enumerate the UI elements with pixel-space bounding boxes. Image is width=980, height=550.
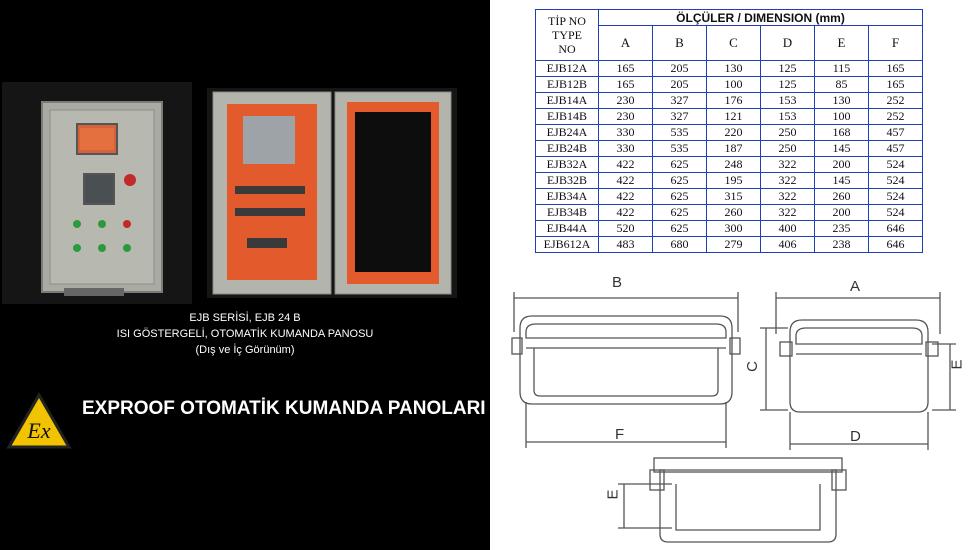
dimension-cell: 457 xyxy=(869,125,923,141)
type-cell: EJB14B xyxy=(536,109,599,125)
dimension-cell: 322 xyxy=(761,157,815,173)
dimension-cell: 315 xyxy=(707,189,761,205)
dimension-cell: 230 xyxy=(599,109,653,125)
dimension-cell: 260 xyxy=(707,205,761,221)
dimension-cell: 330 xyxy=(599,125,653,141)
dimension-cell: 322 xyxy=(761,205,815,221)
dimension-header: ÖLÇÜLER / DIMENSION (mm) xyxy=(599,10,923,26)
dimension-cell: 220 xyxy=(707,125,761,141)
column-header-a: A xyxy=(599,26,653,61)
dimension-cell: 535 xyxy=(653,141,707,157)
dimension-cell: 125 xyxy=(761,77,815,93)
dim-label-d: D xyxy=(850,428,861,445)
dimension-cell: 646 xyxy=(869,221,923,237)
table-row xyxy=(536,189,923,205)
dimension-cell: 145 xyxy=(815,141,869,157)
dimension-cell: 260 xyxy=(815,189,869,205)
dimension-cell: 130 xyxy=(707,61,761,77)
dim-label-c: C xyxy=(743,361,761,372)
table-row xyxy=(536,173,923,189)
dimension-cell: 330 xyxy=(599,141,653,157)
dimension-cell: 327 xyxy=(653,109,707,125)
table-row xyxy=(536,77,923,93)
dimension-cell: 300 xyxy=(707,221,761,237)
dimension-cell: 195 xyxy=(707,173,761,189)
dimension-cell: 250 xyxy=(761,141,815,157)
dimension-cell: 400 xyxy=(761,221,815,237)
type-cell: EJB32B xyxy=(536,173,599,189)
photo-caption-line3: (Dış ve İç Görünüm) xyxy=(195,344,295,356)
type-cell: EJB14A xyxy=(536,93,599,109)
dimension-cell: 121 xyxy=(707,109,761,125)
dimension-cell: 200 xyxy=(815,157,869,173)
dimension-cell: 165 xyxy=(599,77,653,93)
dimension-cell: 100 xyxy=(707,77,761,93)
dim-label-e-bottom: E xyxy=(604,489,622,500)
table-row xyxy=(536,93,923,109)
type-cell: EJB24B xyxy=(536,141,599,157)
dimension-cell: 250 xyxy=(761,125,815,141)
dimension-cell: 115 xyxy=(815,61,869,77)
dimension-cell: 85 xyxy=(815,77,869,93)
table-row xyxy=(536,109,923,125)
dim-label-f: F xyxy=(615,426,625,443)
column-header-f: F xyxy=(869,26,923,61)
dimension-cell: 252 xyxy=(869,93,923,109)
table-row xyxy=(536,237,923,253)
type-cell: EJB44A xyxy=(536,221,599,237)
dimension-cell: 125 xyxy=(761,61,815,77)
dim-label-a: A xyxy=(850,278,861,295)
type-cell: EJB612A xyxy=(536,237,599,253)
dimension-table xyxy=(535,9,923,253)
dimension-cell: 248 xyxy=(707,157,761,173)
dimension-cell: 205 xyxy=(653,77,707,93)
dimension-cell: 252 xyxy=(869,109,923,125)
table-row xyxy=(536,125,923,141)
dimension-cell: 625 xyxy=(653,157,707,173)
dimension-cell: 327 xyxy=(653,93,707,109)
dimension-cell: 235 xyxy=(815,221,869,237)
table-body xyxy=(536,61,923,253)
dimension-cell: 153 xyxy=(761,109,815,125)
photo-caption-line2: ISI GÖSTERGELİ, OTOMATİK KUMANDA PANOSU xyxy=(116,328,374,340)
dimension-cell: 625 xyxy=(653,189,707,205)
ex-logo-text: Ex xyxy=(27,418,51,443)
dimension-cell: 422 xyxy=(599,157,653,173)
exterior-photo xyxy=(2,82,192,304)
dimension-cell: 165 xyxy=(869,77,923,93)
dimension-cell: 422 xyxy=(599,189,653,205)
column-header-e: E xyxy=(815,26,869,61)
dimension-cell: 625 xyxy=(653,173,707,189)
dimension-cell: 524 xyxy=(869,173,923,189)
dimension-cell: 230 xyxy=(599,93,653,109)
technical-drawings xyxy=(500,272,970,550)
dim-label-e-side: E xyxy=(948,359,966,370)
dimension-cell: 457 xyxy=(869,141,923,157)
dimension-cell: 187 xyxy=(707,141,761,157)
dimension-cell: 279 xyxy=(707,237,761,253)
dimension-cell: 153 xyxy=(761,93,815,109)
column-header-c: C xyxy=(707,26,761,61)
dimension-cell: 524 xyxy=(869,189,923,205)
dimension-cell: 238 xyxy=(815,237,869,253)
dimension-cell: 130 xyxy=(815,93,869,109)
dimension-cell: 145 xyxy=(815,173,869,189)
table-row xyxy=(536,157,923,173)
dimension-cell: 322 xyxy=(761,189,815,205)
type-cell: EJB34B xyxy=(536,205,599,221)
dimension-cell: 422 xyxy=(599,205,653,221)
dimension-cell: 168 xyxy=(815,125,869,141)
type-cell: EJB34A xyxy=(536,189,599,205)
dimension-cell: 524 xyxy=(869,157,923,173)
interior-photo xyxy=(207,88,457,298)
dimension-cell: 646 xyxy=(869,237,923,253)
type-cell: EJB12A xyxy=(536,61,599,77)
dimension-cell: 680 xyxy=(653,237,707,253)
dimension-cell: 483 xyxy=(599,237,653,253)
dimension-cell: 625 xyxy=(653,205,707,221)
dimension-cell: 625 xyxy=(653,221,707,237)
table-row xyxy=(536,205,923,221)
table-row xyxy=(536,221,923,237)
type-cell: EJB12B xyxy=(536,77,599,93)
dimension-cell: 165 xyxy=(599,61,653,77)
dimension-cell: 200 xyxy=(815,205,869,221)
ex-logo-icon xyxy=(6,392,72,450)
dimension-cell: 422 xyxy=(599,173,653,189)
column-header-b: B xyxy=(653,26,707,61)
dim-label-b: B xyxy=(612,274,623,291)
dimension-cell: 322 xyxy=(761,173,815,189)
photo-caption-line1: EJB SERİSİ, EJB 24 B xyxy=(189,312,301,324)
type-cell: EJB24A xyxy=(536,125,599,141)
dimension-cell: 165 xyxy=(869,61,923,77)
dimension-cell: 524 xyxy=(869,205,923,221)
dimension-cell: 176 xyxy=(707,93,761,109)
type-cell: EJB32A xyxy=(536,157,599,173)
table-row xyxy=(536,61,923,77)
dimension-cell: 406 xyxy=(761,237,815,253)
type-header: TİP NO TYPE NO xyxy=(536,10,599,61)
dimension-cell: 100 xyxy=(815,109,869,125)
column-header-d: D xyxy=(761,26,815,61)
table-row xyxy=(536,141,923,157)
dimension-cell: 520 xyxy=(599,221,653,237)
page-title: EXPROOF OTOMATİK KUMANDA PANOLARI xyxy=(82,398,486,419)
dimension-cell: 535 xyxy=(653,125,707,141)
dimension-cell: 205 xyxy=(653,61,707,77)
